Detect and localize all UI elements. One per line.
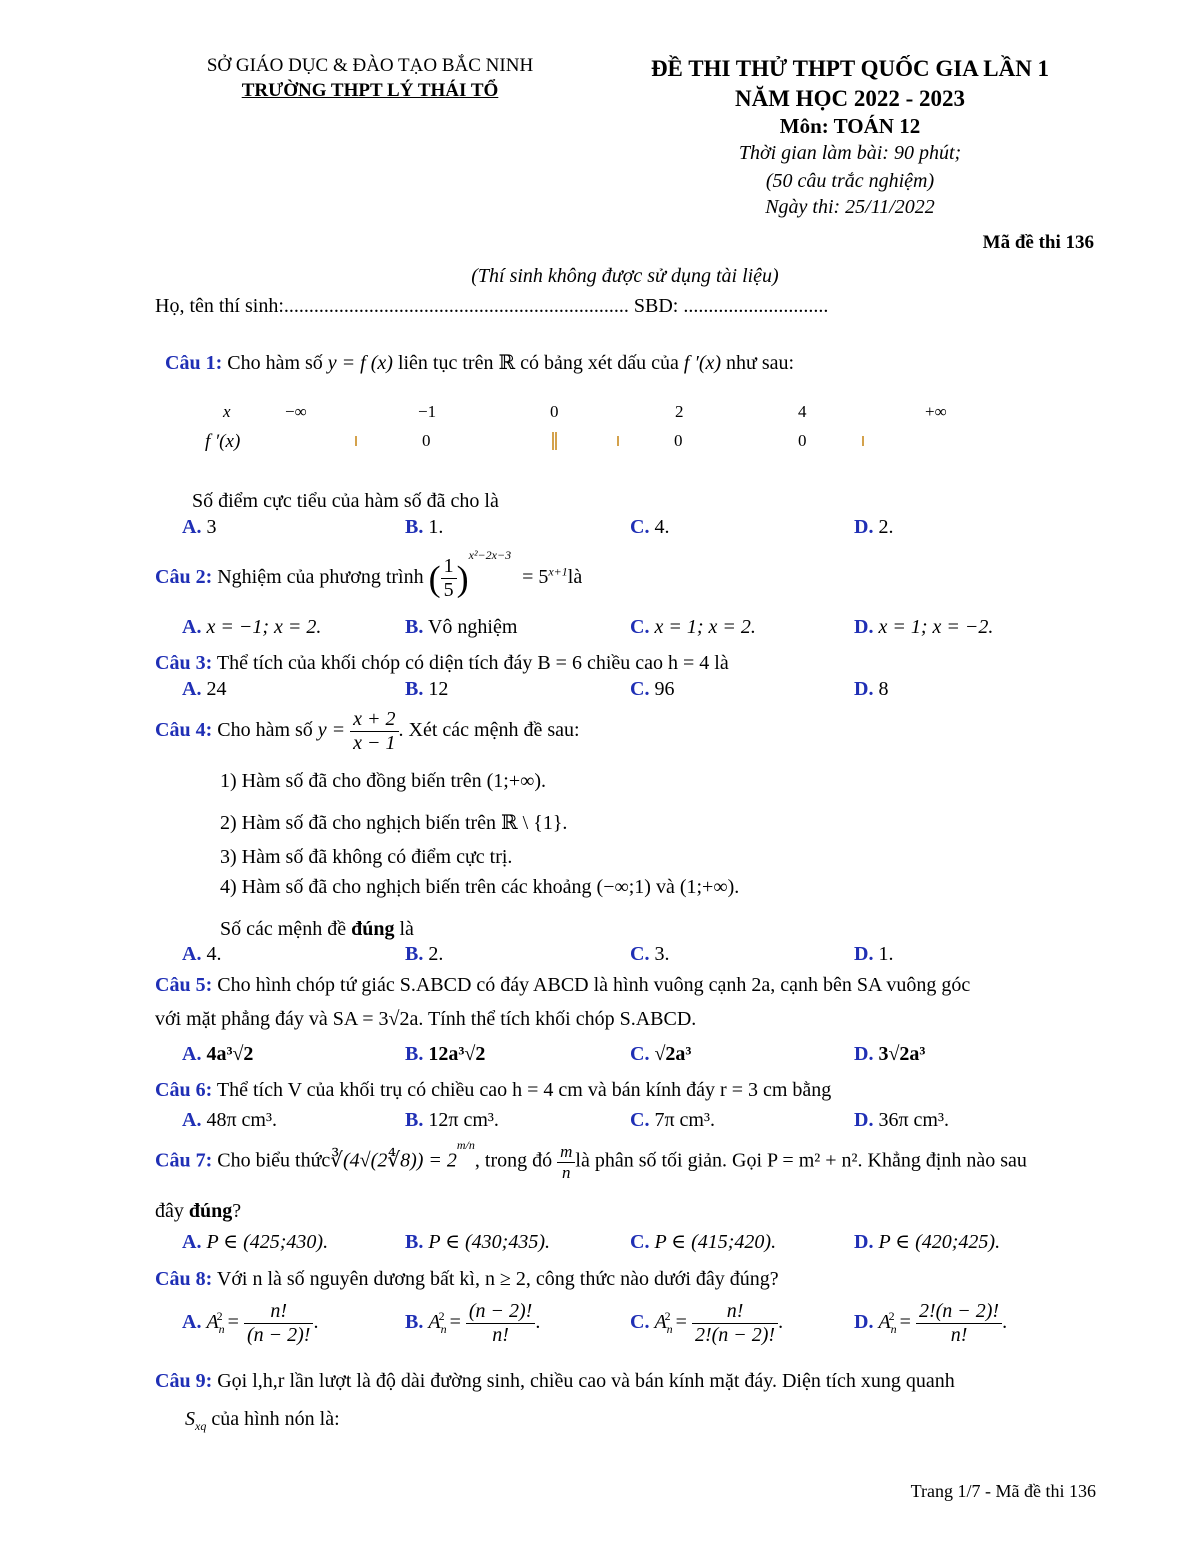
question-count: (50 câu trắc nghiệm)	[765, 170, 935, 192]
question-1	[165, 350, 794, 375]
question-label: Câu 3:	[155, 652, 213, 674]
question-7	[155, 1137, 1027, 1192]
question-label: Câu 9:	[155, 1370, 213, 1392]
option-c[interactable]: C. 7π cm³.	[630, 1109, 715, 1131]
table-cell: 0	[674, 431, 683, 450]
option-a[interactable]: A. x = −1; x = 2.	[182, 616, 322, 638]
option-b[interactable]: B. 2.	[405, 943, 444, 965]
school-name: TRƯỜNG THPT LÝ THÁI TỔ	[241, 80, 499, 101]
option-c[interactable]: C. $A_n^2$ = $\frac{n!}{2!(n - 2)!}$ .	[630, 1300, 784, 1346]
question-text: Cho hình chóp tứ giác S.ABCD có đáy ABCD là hình vuông cạnh 2a, cạnh bên SA vuông góc	[217, 974, 971, 996]
option-text: 3	[201, 516, 217, 538]
option-c[interactable]: C. P ∈ (415;420).	[630, 1231, 777, 1253]
question-8	[155, 1268, 779, 1291]
page-footer: Trang 1/7 - Mã đề thi 136	[910, 1481, 1096, 1501]
math-expression: y = f (x)	[327, 352, 393, 374]
option-b[interactable]: B. P ∈ (430;435).	[405, 1231, 550, 1253]
question-9	[155, 1370, 955, 1393]
question-label: Câu 4:	[155, 719, 213, 742]
question-text: là	[567, 566, 583, 589]
option-d[interactable]: D. 36π cm³.	[854, 1109, 949, 1131]
option-c[interactable]: C. √2a³	[630, 1043, 692, 1065]
question-label: Câu 1:	[165, 352, 223, 374]
statement-3: 3) Hàm số đã không có điểm cực trị.	[220, 846, 513, 868]
question-text: Thể tích của khối chóp có diện tích đáy B = 6 chiều cao h = 4 là	[216, 652, 729, 674]
option-b[interactable]: B. 12a³√2	[405, 1043, 486, 1065]
option-c[interactable]: C. 96	[630, 678, 675, 700]
option-key: A.	[182, 516, 202, 538]
statement-1: 1) Hàm số đã cho đồng biến trên (1;+∞).	[220, 770, 547, 792]
option-d[interactable]: D. 8	[854, 678, 889, 700]
option-c[interactable]: C. x = 1; x = 2.	[630, 616, 756, 638]
math-expression: ∛(4√(2∜8)) = 2	[330, 1149, 457, 1172]
option-text: 1.	[423, 516, 444, 538]
question-text: , trong đó	[474, 1149, 553, 1172]
option-a[interactable]	[182, 516, 216, 539]
department-name: SỞ GIÁO DỤC & ĐÀO TẠO BẮC NINH	[206, 55, 534, 76]
option-d[interactable]: D. P ∈ (420;425).	[854, 1231, 1001, 1253]
question-text: $S_{xq}$ của hình nón là:	[185, 1408, 340, 1433]
table-cell: 0	[798, 431, 807, 450]
question-text: Cho biểu thức	[217, 1149, 331, 1172]
question-text: liên tục trên ℝ có bảng xét dấu của	[397, 352, 679, 374]
fraction: $\frac{x + 2}{x - 1}$	[350, 708, 398, 755]
question-5	[155, 974, 970, 997]
question-text: với mặt phẳng đáy và SA = 3√2a. Tính thể tích khối chóp S.ABCD.	[155, 1008, 697, 1030]
option-d[interactable]: D. x = 1; x = −2.	[854, 616, 994, 638]
table-cell: −1	[418, 402, 437, 421]
table-cell: 0	[422, 431, 431, 450]
option-d[interactable]: D. 1.	[854, 943, 894, 965]
question-text: là phân số tối giản. Gọi P = m² + n². Khẳng định nào sau	[575, 1149, 1027, 1172]
table-cell: 0	[550, 402, 559, 421]
option-c[interactable]	[630, 516, 669, 539]
question-2: Câu 2: Nghiệm của phương trình ( $\frac{1}{5}$ )$^{x^2-2x-3} = 5^{x+1}là$	[155, 548, 583, 601]
exam-duration: Thời gian làm bài: 90 phút;	[738, 142, 962, 164]
math-expression: f ′(x)	[683, 352, 722, 374]
subject: Môn: TOÁN 12	[779, 114, 921, 138]
question-text: Cho hàm số	[217, 719, 313, 742]
option-a[interactable]: A. 4.	[182, 943, 222, 965]
option-a[interactable]: A. 48π cm³.	[182, 1109, 277, 1131]
option-b[interactable]: B. $A_n^2$ = $\frac{(n - 2)!}{n!}$ .	[405, 1300, 541, 1346]
question-label: Câu 8:	[155, 1268, 213, 1290]
question-prompt: Số các mệnh đề đúng là	[220, 918, 414, 940]
option-key: C.	[630, 516, 650, 538]
statement-4: 4) Hàm số đã cho nghịch biến trên các khoảng (−∞;1) và (1;+∞).	[220, 876, 740, 898]
option-b[interactable]: B. 12	[405, 678, 449, 700]
math-expression: = 5	[522, 566, 549, 589]
option-a[interactable]: A. 4a³√2	[182, 1043, 254, 1065]
option-text: 2.	[873, 516, 894, 538]
option-a[interactable]: A. P ∈ (425;430).	[182, 1231, 329, 1253]
exam-code: Mã đề thi 136	[982, 232, 1094, 253]
sign-mark	[355, 436, 357, 446]
math-expression: y =	[317, 719, 346, 742]
option-a[interactable]: A. $A_n^2$ = $\frac{n!}{(n - 2)!}$ .	[182, 1300, 319, 1346]
question-text: Với n là số nguyên dương bất kì, n ≥ 2, công thức nào dưới đây đúng?	[216, 1268, 779, 1290]
question-text: Thể tích V của khối trụ có chiều cao h = 4 cm và bán kính đáy r = 3 cm bằng	[216, 1079, 832, 1101]
exponent: m/n	[456, 1137, 475, 1152]
option-key: B.	[405, 516, 424, 538]
table-cell: −∞	[285, 402, 307, 421]
exam-note: (Thí sinh không được sử dụng tài liệu)	[471, 265, 779, 287]
question-prompt: Số điểm cực tiểu của hàm số đã cho là	[192, 490, 499, 512]
option-text: 4.	[649, 516, 670, 538]
sign-mark	[862, 436, 864, 446]
option-b[interactable]: B. Vô nghiệm	[405, 616, 518, 638]
option-b[interactable]	[405, 516, 443, 539]
question-text: Nghiệm của phương trình	[217, 566, 424, 589]
exam-title: ĐỀ THI THỬ THPT QUỐC GIA LẦN 1	[650, 56, 1050, 81]
table-cell: 4	[798, 402, 807, 421]
fraction: $\frac{1}{5}$	[441, 555, 457, 602]
table-row-x-label: x	[223, 402, 231, 421]
table-row-fprime-label: f ′(x)	[205, 431, 241, 452]
question-label: Câu 6:	[155, 1079, 213, 1101]
question-6	[155, 1079, 831, 1102]
question-label: Câu 7:	[155, 1149, 213, 1172]
option-d[interactable]	[854, 516, 893, 539]
question-label: Câu 5:	[155, 974, 213, 996]
exam-date: Ngày thi: 25/11/2022	[765, 196, 935, 218]
question-text: như sau:	[726, 352, 795, 374]
option-d[interactable]: D. $A_n^2$ = $\frac{2!(n - 2)!}{n!}$ .	[854, 1300, 1008, 1346]
question-text: Gọi l,h,r lần lượt là độ dài đường sinh, chiều cao và bán kính mặt đáy. Diện tích xung quanh	[217, 1370, 955, 1392]
question-3	[155, 652, 729, 675]
question-label: Câu 2:	[155, 566, 213, 589]
option-key: D.	[854, 516, 874, 538]
option-c[interactable]: C. 3.	[630, 943, 670, 965]
option-d[interactable]: D. 3√2a³	[854, 1043, 926, 1065]
school-year: NĂM HỌC 2022 - 2023	[735, 86, 965, 111]
question-text: Cho hàm số	[227, 352, 323, 374]
exponent: x²−2x−3	[468, 548, 512, 563]
candidate-name-line: Họ, tên thí sinh:..................................................................... SBD: .............................	[155, 295, 829, 317]
table-cell: +∞	[925, 402, 947, 421]
exponent: x+1	[548, 564, 568, 579]
question-text: . Xét các mệnh đề sau:	[398, 719, 580, 742]
question-4	[155, 708, 580, 755]
fraction: $\frac{m}{n}$	[557, 1142, 575, 1182]
option-a[interactable]: A. 24	[182, 678, 227, 700]
option-b[interactable]: B. 12π cm³.	[405, 1109, 499, 1131]
statement-2: 2) Hàm số đã cho nghịch biến trên ℝ \ {1}.	[220, 812, 568, 834]
sign-mark	[617, 436, 619, 446]
question-text: đây đúng?	[155, 1200, 242, 1222]
undefined-bar	[552, 432, 557, 450]
table-cell: 2	[675, 402, 684, 421]
